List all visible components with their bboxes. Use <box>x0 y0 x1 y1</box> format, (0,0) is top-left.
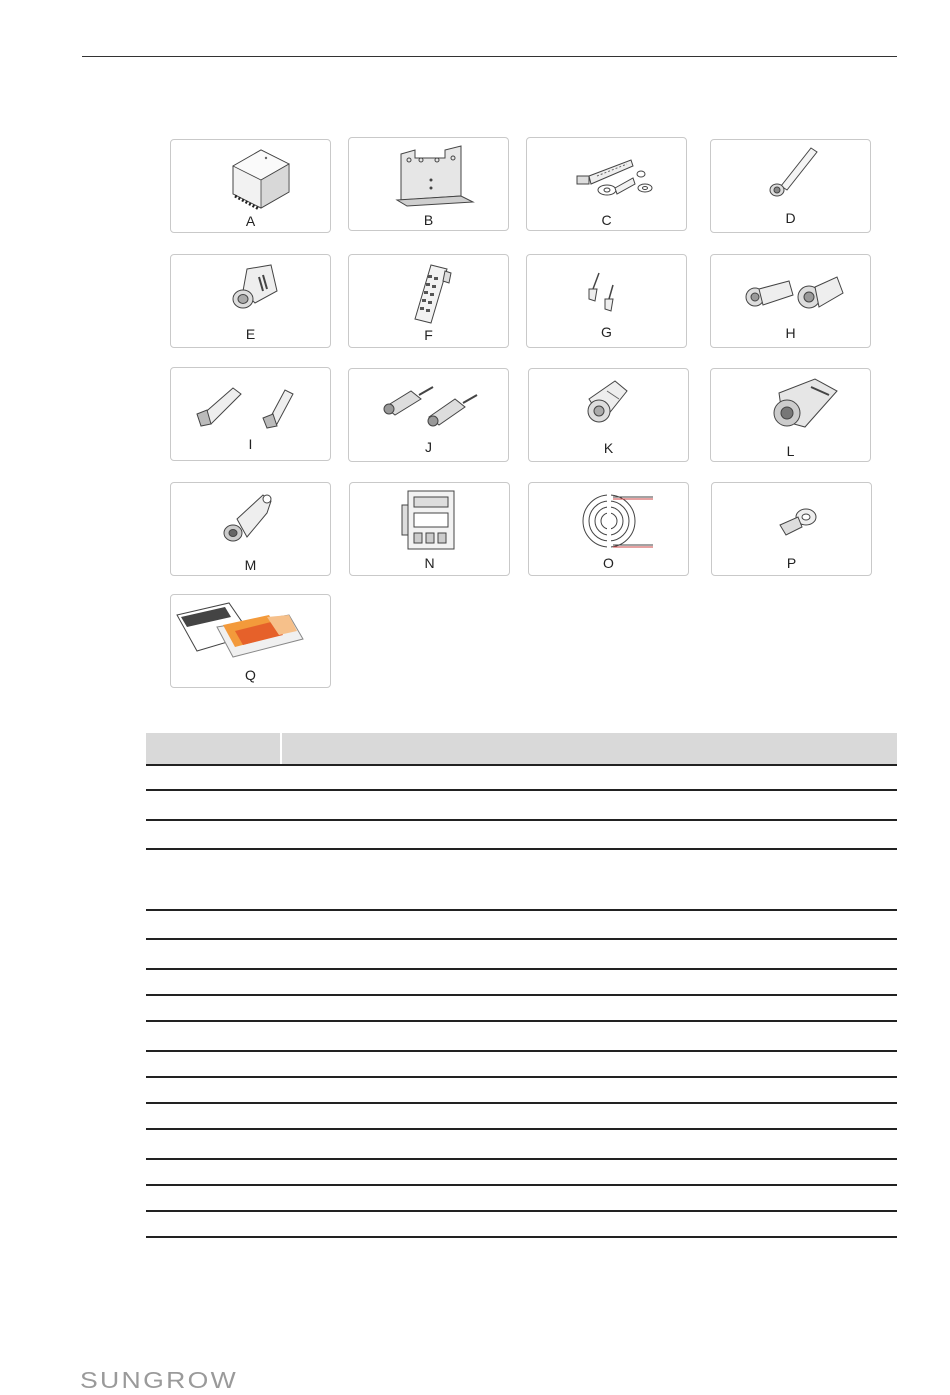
item-card-h <box>710 254 871 348</box>
table-row <box>146 1020 897 1050</box>
item-card-d <box>710 139 871 233</box>
table-row <box>146 994 897 1020</box>
item-label: G <box>601 324 612 340</box>
item-card-b <box>348 137 509 231</box>
table-header-cell <box>146 733 280 764</box>
item-card-c <box>526 137 687 231</box>
table-row <box>146 848 897 909</box>
header-rule <box>82 56 897 57</box>
item-card-q <box>170 594 331 688</box>
table-row <box>146 1128 897 1158</box>
item-card-n <box>349 482 510 576</box>
item-label: I <box>248 436 253 452</box>
table-row <box>146 938 897 968</box>
table-row <box>146 968 897 994</box>
item-card-k <box>528 368 689 462</box>
item-card-i <box>170 367 331 461</box>
item-label: M <box>244 557 257 573</box>
item-card-e <box>170 254 331 348</box>
table-header <box>146 733 897 764</box>
item-card-l <box>710 368 871 462</box>
table-row <box>146 909 897 938</box>
items-table <box>146 733 897 1238</box>
item-label: P <box>786 555 797 571</box>
item-label: N <box>424 555 435 571</box>
item-label: F <box>424 327 433 343</box>
item-card-o <box>528 482 689 576</box>
item-label: Q <box>245 667 256 683</box>
item-label: L <box>786 443 795 459</box>
item-card-m <box>170 482 331 576</box>
table-row <box>146 789 897 819</box>
logo-text: SUNGROW <box>80 1369 238 1391</box>
item-card-p <box>711 482 872 576</box>
table-header-cell <box>282 733 897 764</box>
item-label: J <box>425 439 432 455</box>
table-row <box>146 1050 897 1076</box>
item-label: B <box>423 212 434 228</box>
table-bottom-rule <box>146 1236 897 1238</box>
item-label: A <box>245 213 256 229</box>
sungrow-logo <box>80 1369 240 1391</box>
table-row <box>146 1158 897 1184</box>
item-card-f <box>348 254 509 348</box>
table-row <box>146 1102 897 1128</box>
table-row <box>146 1210 897 1236</box>
table-row <box>146 1184 897 1210</box>
item-label: H <box>785 325 796 341</box>
item-card-g <box>526 254 687 348</box>
table-row <box>146 1076 897 1102</box>
item-card-a <box>170 139 331 233</box>
item-label: E <box>245 326 256 342</box>
table-row <box>146 764 897 789</box>
item-card-j <box>348 368 509 462</box>
item-label: O <box>603 555 614 571</box>
item-label: D <box>785 210 796 226</box>
item-label: C <box>601 212 612 228</box>
table-row <box>146 819 897 848</box>
item-label: K <box>603 440 614 456</box>
